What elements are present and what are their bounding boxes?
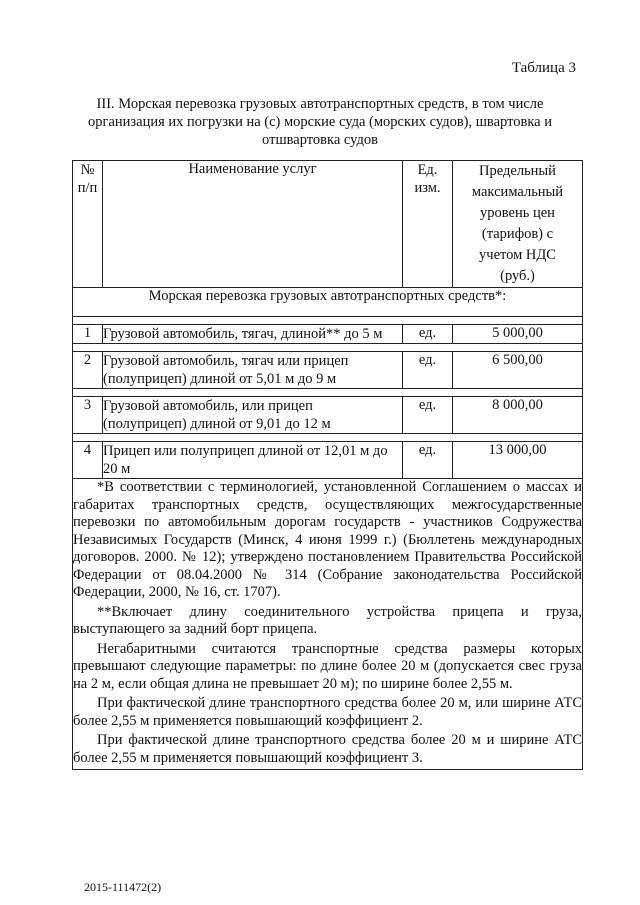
note-oversize: Негабаритными считаются транспортные средства размеры которых превышают следующие параметры: по длине более 20 м (допускается свес груза на 2 м, если общая длина не превышает 20 м); по ширине более 2,55 м. (73, 640, 582, 692)
footnote-length: **Включает длину соединительного устройства прицепа и груза, выступающего за задний борт прицепа. (73, 603, 582, 637)
section-title: Морская перевозка грузовых автотранспортных средств*: (73, 288, 583, 317)
header-unit-line-2: изм. (414, 180, 441, 196)
row-service-name (103, 325, 403, 344)
note-coefficient-2: При фактической длине транспортного средства более 20 м, или ширине АТС более 2,55 м применяется повышающий коэффициент 2. (73, 695, 582, 729)
row-unit: ед. (403, 442, 453, 479)
header-price (453, 161, 583, 288)
heading-line-3: отшвартовка судов (262, 132, 378, 148)
spacer-cell (73, 434, 583, 442)
header-price-line-5: учетом НДС (479, 247, 556, 263)
footnote-terminology: *В соответствии с терминологией, установленной Соглашением о массах и габаритах транспортных средств, осуществляющих межгосударственные перевозки по автомобильным дорогам государств - участников Содружества Независимых Государств (Минск, 4 июня 1999 г.) (Бюллетень международных договоров. 2000. № 12); утверждено постановлением Правительства Российской Федерации от 08.04.2000 № 314 (Собрание законодательства Российской Федерации, 2000, № 16, ст. 1707). (73, 479, 582, 600)
header-price-line-6: (руб.) (500, 268, 535, 284)
spacer-row (73, 434, 583, 442)
section-heading (80, 95, 560, 149)
row-number: 3 (73, 397, 103, 434)
row-name-line-1: Прицеп или полуприцеп длиной от 12,01 м до (103, 443, 388, 459)
row-price: 5 000,00 (453, 325, 583, 344)
tariff-table (72, 160, 583, 770)
row-price: 6 500,00 (453, 352, 583, 389)
header-price-line-4: (тарифов) с (481, 226, 554, 242)
heading-line-1: III. Морская перевозка грузовых автотранспортных средств, в том числе (96, 96, 544, 112)
row-number: 2 (73, 352, 103, 389)
row-service-name (103, 397, 403, 434)
spacer-cell (73, 389, 583, 397)
header-price-line-1: Предельный (479, 163, 556, 179)
heading-line-2: организация их погрузки на (с) морские суда (морских судов), швартовка и (88, 114, 552, 130)
note-coefficient-3: При фактической длине транспортного средства более 20 м и ширине АТС более 2,55 м применяется повышающий коэффициент 3. (73, 732, 582, 766)
table-row (73, 442, 583, 479)
row-name-line-1: Грузовой автомобиль, тягач, длиной** до 5 м (103, 326, 383, 342)
header-number-line-1: № (80, 162, 95, 178)
table-number-label: Таблица 3 (511, 60, 576, 76)
row-price: 8 000,00 (453, 397, 583, 434)
header-price-line-3: уровень цен (480, 205, 555, 221)
header-row (73, 161, 583, 288)
document-code: 2015-111472(2) (84, 880, 162, 894)
row-name-line-2: 20 м (103, 461, 131, 477)
row-unit: ед. (403, 397, 453, 434)
header-number-line-2: п/п (77, 180, 98, 196)
notes-row (73, 479, 583, 770)
row-name-line-1: Грузовой автомобиль, тягач или прицеп (103, 353, 349, 369)
notes-cell (73, 479, 583, 770)
section-row (73, 288, 583, 317)
row-service-name (103, 352, 403, 389)
row-unit: ед. (403, 352, 453, 389)
row-unit: ед. (403, 325, 453, 344)
spacer-row (73, 389, 583, 397)
row-name-line-1: Грузовой автомобиль, или прицеп (103, 398, 313, 414)
row-name-line-2: (полуприцеп) длиной от 9,01 до 12 м (103, 416, 331, 432)
header-unit-line-1: Ед. (417, 162, 438, 178)
spacer-row (73, 344, 583, 352)
row-name-line-2: (полуприцеп) длиной от 5,01 м до 9 м (103, 371, 337, 387)
table-row (73, 352, 583, 389)
table-row (73, 397, 583, 434)
header-unit (403, 161, 453, 288)
table-row (73, 325, 583, 344)
row-service-name (103, 442, 403, 479)
spacer-cell (73, 317, 583, 325)
header-price-line-2: максимальный (471, 184, 564, 200)
header-service-name: Наименование услуг (103, 161, 403, 288)
header-number (73, 161, 103, 288)
row-price: 13 000,00 (453, 442, 583, 479)
spacer-cell (73, 344, 583, 352)
row-number: 1 (73, 325, 103, 344)
spacer-row (73, 317, 583, 325)
row-number: 4 (73, 442, 103, 479)
